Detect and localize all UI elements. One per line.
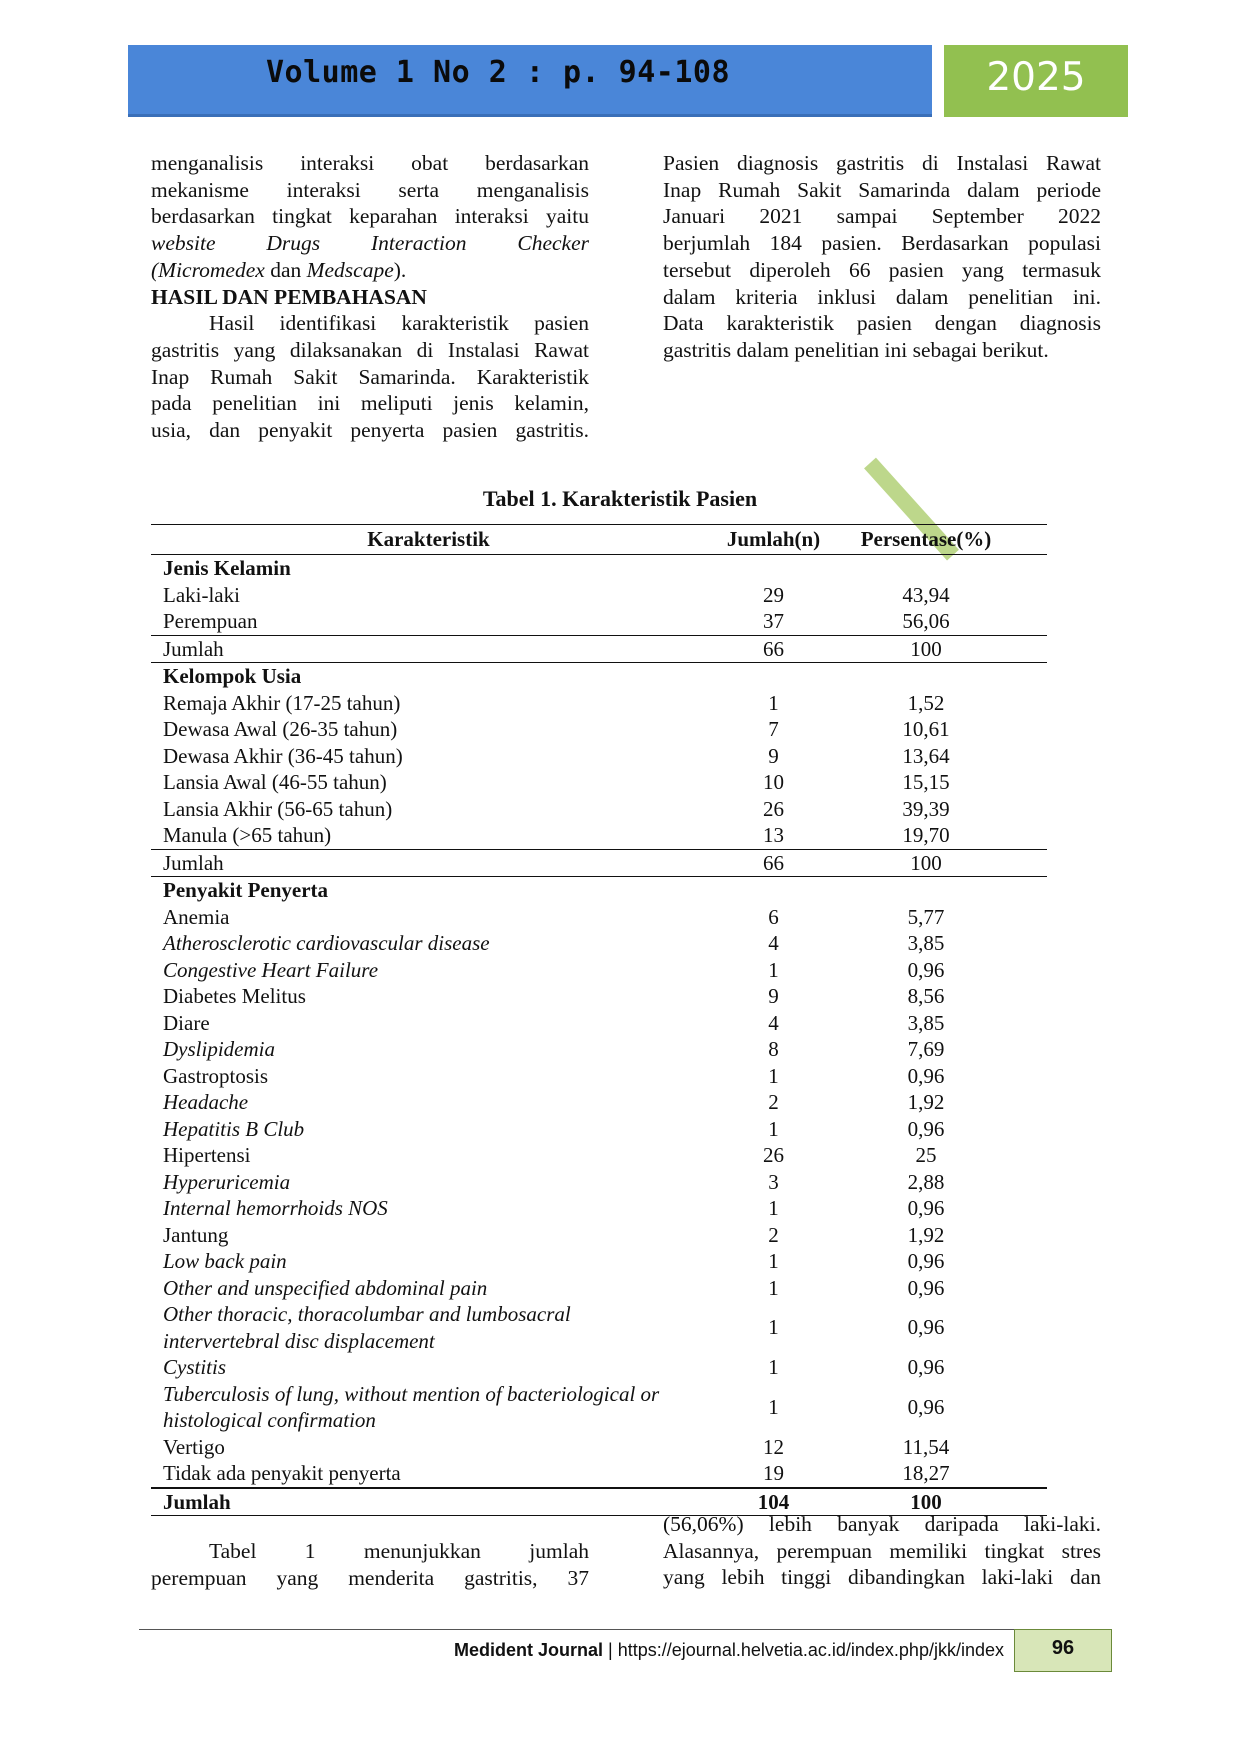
table-row — [151, 690, 1047, 717]
cell-percent: 100 — [910, 636, 942, 661]
cell-label: Atherosclerotic cardiovascular disease — [163, 931, 490, 955]
cell-percent: 100 — [910, 850, 942, 875]
table-row — [151, 716, 1047, 743]
group-heading — [151, 663, 1047, 690]
journal-url[interactable]: https://ejournal.helvetia.ac.id/index.php/jkk/index — [617, 1640, 1004, 1660]
cell-percent: 3,85 — [907, 931, 945, 955]
cell-count: 1 — [768, 1196, 779, 1220]
text-line: Inap Rumah Sakit Samarinda dalam periode — [663, 177, 1101, 202]
text-line: Data karakteristik pasien dengan diagnosis — [663, 311, 1101, 336]
table-row — [151, 1381, 1047, 1434]
cell-percent: 15,15 — [902, 770, 950, 794]
cell-percent: 18,27 — [902, 1461, 950, 1485]
cell-label: Cystitis — [163, 1355, 227, 1379]
footer-rule — [139, 1629, 1014, 1630]
cell-label: Anemia — [163, 904, 230, 929]
cell-count: 1 — [768, 1116, 779, 1141]
table-row — [151, 769, 1047, 796]
cell-count: 19 — [763, 1461, 784, 1485]
text-line: gastritis yang dilaksanakan di Instalasi Rawat — [151, 337, 589, 362]
table-row — [151, 1248, 1047, 1275]
cell-count: 66 — [763, 636, 784, 661]
table-caption: Tabel 1. Karakteristik Pasien — [482, 486, 758, 511]
cell-count: 4 — [768, 931, 779, 955]
table-total-row — [151, 636, 1047, 663]
footer-text — [300, 1640, 1004, 1661]
italic-span: Medscape — [306, 257, 394, 282]
text-line: yang lebih tinggi dibandingkan laki-laki dan — [663, 1565, 1101, 1590]
cell-label: Jumlah — [163, 1489, 231, 1514]
cell-count: 1 — [768, 957, 779, 982]
text-line: dalam kriteria inklusi dalam penelitian ini. — [663, 284, 1101, 309]
cell-count: 26 — [763, 796, 784, 821]
cell-count: 1 — [768, 1249, 779, 1273]
right-column-top — [663, 150, 1101, 364]
table-row — [151, 1010, 1047, 1037]
table-row — [151, 1434, 1047, 1461]
table-row — [151, 1142, 1047, 1169]
cell-label: Lansia Akhir (56-65 tahun) — [163, 796, 393, 821]
cell-percent: 0,96 — [907, 1355, 945, 1379]
table-row — [151, 1301, 1047, 1354]
cell-percent: 1,92 — [907, 1090, 945, 1114]
cell-percent: 10,61 — [902, 717, 950, 741]
table-row — [151, 822, 1047, 849]
cell-percent: 11,54 — [902, 1434, 950, 1459]
table-row — [151, 1275, 1047, 1302]
cell-percent: 0,96 — [907, 957, 945, 982]
cell-count: 2 — [768, 1222, 779, 1247]
text-line: Tabel 1 menunjukkan jumlah — [209, 1539, 589, 1563]
section-heading: HASIL DAN PEMBAHASAN — [151, 284, 427, 309]
text-line: (56,06%) lebih banyak daripada laki-laki. — [663, 1512, 1101, 1536]
cell-label: Congestive Heart Failure — [163, 957, 379, 982]
cell-percent: 0,96 — [907, 1196, 945, 1220]
table-row — [151, 743, 1047, 770]
cell-count: 6 — [768, 904, 779, 929]
cell-count: 37 — [763, 609, 784, 633]
table-row — [151, 1169, 1047, 1196]
text-line: usia, dan penyakit penyerta pasien gastritis. — [151, 418, 589, 443]
left-column-top — [151, 150, 589, 444]
table-header-row — [151, 525, 1047, 554]
group-heading — [151, 555, 1047, 582]
cell-count: 9 — [768, 743, 779, 768]
cell-count: 10 — [763, 770, 784, 794]
cell-count: 13 — [763, 823, 784, 847]
cell-count: 9 — [768, 984, 779, 1008]
cell-label: Dewasa Awal (26-35 tahun) — [163, 717, 398, 741]
text-line: mekanisme interaksi serta menganalisis — [151, 177, 589, 202]
group-title: Kelompok Usia — [163, 664, 302, 688]
cell-count: 104 — [757, 1489, 790, 1514]
cell-percent: 43,94 — [902, 582, 950, 607]
cell-percent: 0,96 — [907, 1063, 945, 1088]
cell-percent: 3,85 — [907, 1010, 945, 1035]
cell-label: Gastroptosis — [163, 1063, 268, 1088]
cell-percent: 56,06 — [902, 609, 950, 633]
table-row — [151, 930, 1047, 957]
cell-percent: 1,92 — [907, 1222, 945, 1247]
header-cell: Persentase(%) — [860, 527, 992, 551]
table-row — [151, 1116, 1047, 1143]
group-heading — [151, 877, 1047, 904]
header-cell: Jumlah(n) — [726, 527, 821, 551]
header-volume-text: Volume 1 No 2 : p. 94-108 — [265, 55, 731, 90]
italic-span: (Micromedex — [151, 257, 265, 282]
cell-percent: 0,96 — [907, 1116, 945, 1141]
text-line: menganalisis interaksi obat berdasarkan — [151, 151, 589, 175]
cell-label: Diabetes Melitus — [163, 984, 306, 1008]
table-row — [151, 1063, 1047, 1090]
cell-label: Remaja Akhir (17-25 tahun) — [163, 690, 401, 715]
cell-percent: 100 — [910, 1489, 942, 1514]
text-line — [151, 257, 589, 284]
table-row — [151, 582, 1047, 609]
cell-percent: 2,88 — [907, 1169, 945, 1194]
cell-percent: 8,56 — [907, 984, 945, 1008]
cell-percent: 0,96 — [907, 1394, 945, 1419]
cell-label — [151, 1381, 706, 1434]
cell-label: Laki-laki — [163, 582, 240, 607]
cell-label: Hepatitis B Club — [163, 1116, 305, 1141]
cell-label: Perempuan — [163, 609, 258, 633]
group-title: Penyakit Penyerta — [163, 878, 329, 902]
cell-label: Tidak ada penyakit penyerta — [163, 1461, 401, 1485]
cell-count: 4 — [768, 1010, 779, 1035]
cell-label: Headache — [163, 1090, 249, 1114]
cell-label: Hipertensi — [163, 1143, 251, 1167]
table-row — [151, 1222, 1047, 1249]
cell-label: Dewasa Akhir (36-45 tahun) — [163, 743, 403, 768]
cell-count: 1 — [768, 1394, 779, 1419]
cell-label-line: Other thoracic, thoracolumbar and lumbosacral — [163, 1302, 571, 1326]
text-line: berdasarkan tingkat keparahan interaksi yaitu — [151, 204, 589, 229]
cell-count: 1 — [768, 1355, 779, 1379]
table-total-row — [151, 850, 1047, 877]
table-row — [151, 1354, 1047, 1381]
cell-label-line: histological confirmation — [163, 1408, 376, 1432]
text-line: Hasil identifikasi karakteristik pasien — [209, 311, 589, 336]
table-row — [151, 957, 1047, 984]
table-row — [151, 796, 1047, 823]
cell-label-line: Tuberculosis of lung, without mention of bacteriological or — [163, 1381, 660, 1406]
cell-count: 1 — [768, 1063, 779, 1088]
left-column-bottom — [151, 1538, 589, 1591]
cell-count: 2 — [768, 1090, 779, 1114]
cell-count: 1 — [768, 1275, 779, 1300]
cell-label: Internal hemorrhoids NOS — [163, 1196, 388, 1220]
cell-count: 26 — [763, 1143, 784, 1167]
table-row — [151, 1089, 1047, 1116]
text-line: perempuan yang menderita gastritis, 37 — [151, 1565, 589, 1590]
cell-label: Jumlah — [163, 850, 224, 875]
cell-count: 7 — [768, 717, 779, 741]
cell-label: Low back pain — [163, 1249, 287, 1273]
cell-label: Diare — [163, 1010, 210, 1035]
cell-percent: 39,39 — [902, 796, 950, 821]
cell-label: Vertigo — [163, 1434, 225, 1459]
text-line: tersebut diperoleh 66 pasien yang termasuk — [663, 257, 1101, 282]
right-column-bottom — [663, 1511, 1101, 1591]
cell-label: Hyperuricemia — [163, 1169, 291, 1194]
text-line: website Drugs Interaction Checker — [151, 231, 589, 256]
text-line: Inap Rumah Sakit Samarinda. Karakteristik — [151, 364, 589, 389]
cell-label: Dyslipidemia — [163, 1037, 275, 1061]
cell-percent: 0,96 — [907, 1275, 945, 1300]
table-row — [151, 1036, 1047, 1063]
text-line: pada penelitian ini meliputi jenis kelamin, — [151, 391, 589, 416]
text-line: Januari 2021 sampai September 2022 — [663, 204, 1101, 229]
cell-count: 12 — [763, 1434, 784, 1459]
plain-span: dan — [264, 257, 307, 282]
cell-percent: 7,69 — [907, 1037, 945, 1061]
table-row — [151, 608, 1047, 635]
header-year-text: 2025 — [986, 55, 1086, 100]
header-cell: Karakteristik — [367, 527, 490, 551]
cell-label: Jumlah — [163, 636, 224, 661]
cell-percent: 19,70 — [902, 823, 950, 847]
journal-name: Medident Journal — [454, 1640, 604, 1660]
cell-percent: 25 — [915, 1143, 937, 1167]
text-line: berjumlah 184 pasien. Berdasarkan populasi — [663, 231, 1101, 256]
text-line: Pasien diagnosis gastritis di Instalasi Rawat — [663, 151, 1101, 175]
table-row — [151, 904, 1047, 931]
cell-percent: 1,52 — [907, 690, 945, 715]
cell-count: 8 — [768, 1037, 779, 1061]
cell-label: Other and unspecified abdominal pain — [163, 1275, 488, 1300]
cell-percent: 0,96 — [907, 1249, 945, 1273]
characteristics-table — [151, 524, 1047, 1516]
cell-count: 1 — [768, 690, 779, 715]
cell-label: Jantung — [163, 1222, 229, 1247]
cell-count: 1 — [768, 1315, 779, 1340]
group-title: Jenis Kelamin — [163, 556, 291, 580]
plain-span: ). — [393, 257, 407, 282]
cell-percent: 0,96 — [907, 1315, 945, 1340]
cell-percent: 5,77 — [907, 904, 945, 929]
cell-percent: 13,64 — [902, 743, 950, 768]
table-row — [151, 983, 1047, 1010]
table-row — [151, 1460, 1047, 1487]
cell-label: Manula (>65 tahun) — [163, 823, 332, 847]
cell-label-line: intervertebral disc displacement — [163, 1328, 435, 1353]
text-line: gastritis dalam penelitian ini sebagai berikut. — [663, 337, 1049, 362]
cell-count: 3 — [768, 1169, 779, 1194]
cell-label — [151, 1301, 706, 1354]
cell-label: Lansia Awal (46-55 tahun) — [163, 770, 387, 794]
page-number: 96 — [1051, 1637, 1075, 1659]
table-row — [151, 1195, 1047, 1222]
footer-separator: | — [608, 1640, 613, 1660]
text-line: Alasannya, perempuan memiliki tingkat stres — [663, 1538, 1101, 1563]
cell-count: 66 — [763, 850, 784, 875]
cell-count: 29 — [763, 582, 784, 607]
